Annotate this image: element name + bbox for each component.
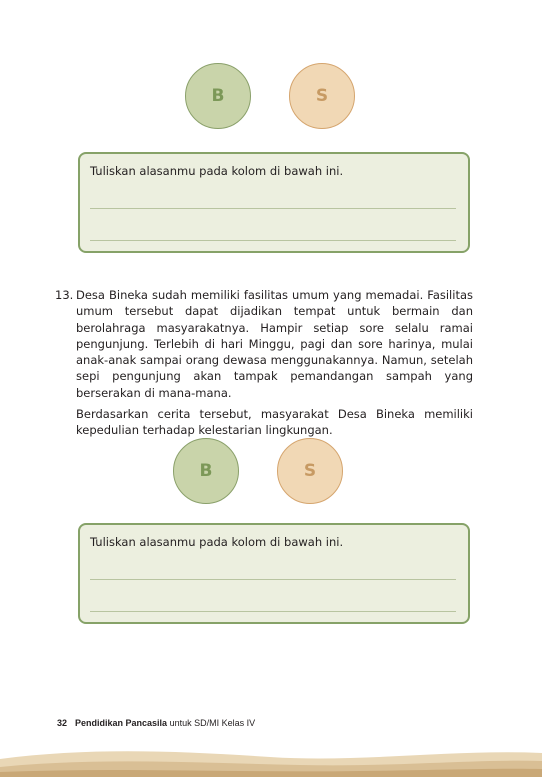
- decorative-wave: [0, 737, 542, 777]
- question-number: 13.: [55, 288, 74, 302]
- answer-prompt: Tuliskan alasanmu pada kolom di bawah ini.: [90, 164, 344, 178]
- book-subtitle: untuk SD/MI Kelas IV: [167, 718, 256, 728]
- question-statement: Berdasarkan cerita tersebut, masyarakat Desa Bineka memiliki kepedulian terhadap kelestarian lingkungan.: [76, 407, 473, 438]
- answer-box[interactable]: [78, 152, 470, 253]
- answer-prompt: Tuliskan alasanmu pada kolom di bawah ini.: [90, 535, 344, 549]
- salah-choice-circle[interactable]: [277, 438, 343, 504]
- benar-choice-circle[interactable]: [173, 438, 239, 504]
- benar-choice-label: B: [199, 461, 213, 481]
- page-footer: [57, 718, 255, 728]
- benar-choice-circle[interactable]: [185, 63, 251, 129]
- question-paragraph: Desa Bineka sudah memiliki fasilitas umum yang memadai. Fasilitas umum tersebut dapat dijadikan tempat untuk bermain dan berolahraga masyarakatnya. Hampir setiap sore selalu ramai pengunjung. Terlebih di hari Minggu, pagi dan sore harinya, mulai anak-anak sampai orang dewasa menggunakannya. Namun, setelah sepi pengunjung akan tampak pemandangan sampah yang berserakan di mana-mana.: [76, 288, 473, 400]
- writing-line: [90, 611, 456, 612]
- writing-line: [90, 579, 456, 580]
- writing-line: [90, 208, 456, 209]
- salah-choice-label: S: [303, 461, 317, 481]
- question-13: [55, 287, 473, 444]
- benar-choice-label: B: [211, 86, 225, 106]
- book-title: Pendidikan Pancasila: [75, 718, 168, 728]
- salah-choice-circle[interactable]: [289, 63, 355, 129]
- salah-choice-label: S: [315, 86, 329, 106]
- answer-box[interactable]: [78, 523, 470, 624]
- page-number: 32: [57, 718, 68, 728]
- writing-line: [90, 240, 456, 241]
